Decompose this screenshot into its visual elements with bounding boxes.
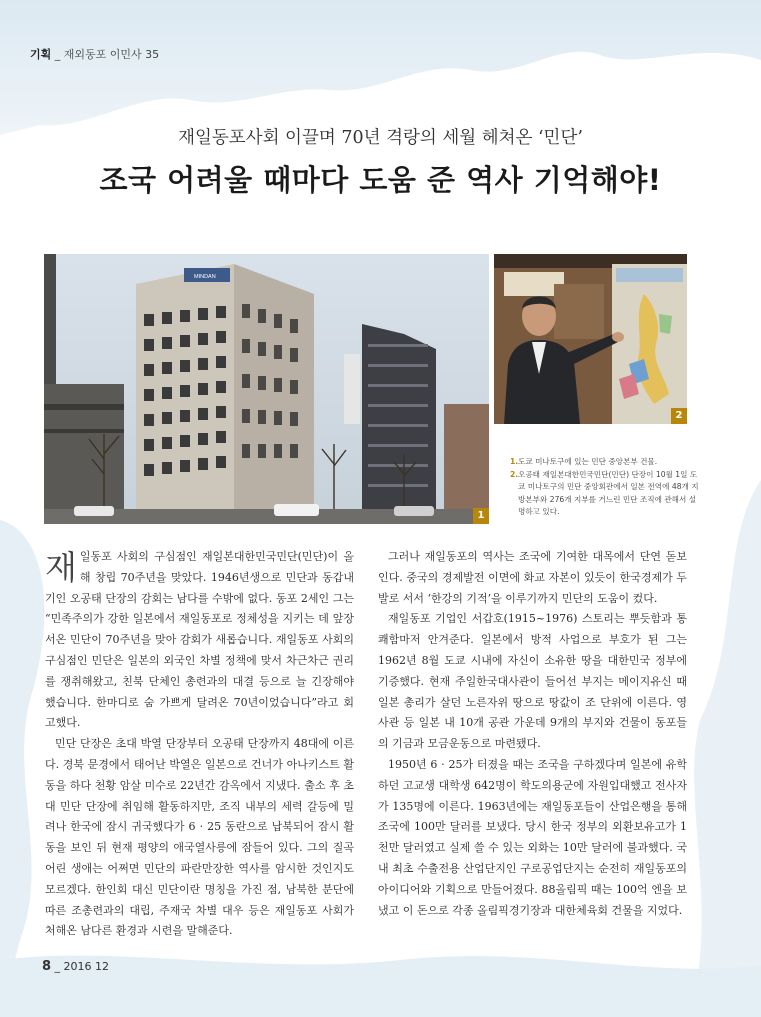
- photo-captions: [510, 456, 700, 519]
- section-label: 기획: [30, 48, 52, 61]
- caption-2: [510, 469, 700, 519]
- article-title: 조국 어려울 때마다 도움 준 역사 기억해야!: [99, 163, 662, 197]
- paragraph-text: 일동포 사회의 구심점인 재일본대한민국민단(민단)이 올해 창립 70주년을 맞았다. 1946년생으로 민단과 동갑내기인 오공태 단장의 감회는 남다를 수밖에 없다. 동포 2세인 그는 “민족주의가 강한 일본에서 재일동포로 정체성을 지키는 데 앞장서온 민단이 70주년을 맞아 감회가 새롭습니다. 재일동포 사회의 구심점인 민단은 일본의 외국인 차별 정책에 맞서 차근차근 권리를 쟁취해왔고, 친북 단체인 총련과의 대결 등으로 늘 긴장해야 했습니다. 한마디로 숨 가쁘게 달려온 70년이었습니다”라고 회고했다.: [45, 550, 354, 730]
- issue-date: 2016 12: [63, 960, 110, 973]
- body-paragraph: [45, 547, 354, 734]
- caption-text: 도쿄 미나토구에 있는 민단 중앙본부 건물.: [518, 457, 658, 466]
- building-illustration: [44, 254, 489, 524]
- photo-number-badge: 1: [473, 508, 489, 524]
- caption-number: 1.: [510, 457, 519, 466]
- series-header: [30, 46, 159, 62]
- body-paragraph: 그러나 재일동포의 역사는 조국에 기여한 대목에서 단연 돋보인다. 중국의 경제발전 이면에 화교 자본이 있듯이 한국경제가 두 발로 서서 ‘한강의 기적’을 이루기까지 민단의 도움이 컸다.: [378, 550, 687, 605]
- caption-1: [510, 456, 700, 469]
- body-column-right: [378, 547, 687, 921]
- page-number: 8: [42, 959, 52, 974]
- body-paragraph: 1950년 6 · 25가 터졌을 때는 조국을 구하겠다며 일본에 유학하던 고교생 대학생 642명이 학도의용군에 자원입대했고 전사자가 135명에 이른다. 1963년에는 재일동포들이 산업은행을 통해 조국에 100만 달러를 보냈다. 당시 한국 정부의 외환보유고가 1천만 달러였고 실제 쓸 수 있는 외화는 10만 달러에 불과했다. 국내 최초 수출전용 산업단지인 구로공업단지는 순전히 재일동포의 아이디어와 기획으로 만들어졌다. 88올림픽 때는 100억 엔을 보냈고 이 돈으로 각종 올림픽경기장과 대한체육회 건물을 지었다.: [378, 757, 687, 917]
- photo-chairman-map: [494, 254, 687, 424]
- body-paragraph: 재일동포 기업인 서갑호(1915~1976) 스토리는 뿌듯함과 통쾌함마저 안겨준다. 일본에서 방적 사업으로 부호가 된 그는 1962년 8월 도쿄 시내에 자신이 소유한 땅을 대한민국 정부에 기증했다. 현재 주일한국대사관이 들어선 부지는 메이지유신 때 일본 총리가 살던 노른자위 땅으로 땅값이 조 단위에 이른다. 영사관 등 일본 내 10개 공관 가운데 9개의 부지와 건물이 동포들의 기금과 모금운동으로 마련됐다.: [378, 612, 687, 751]
- chairman-illustration: [494, 254, 687, 424]
- header-separator: _: [54, 48, 61, 61]
- building-sign: MINDAN: [194, 274, 216, 280]
- caption-number: 2.: [510, 469, 519, 479]
- body-column-left: [45, 547, 354, 942]
- article-subtitle: 재일동포사회 이끌며 70년 격랑의 세월 헤쳐온 ‘민단’: [178, 128, 583, 148]
- body-paragraph: 민단 단장은 초대 박열 단장부터 오공태 단장까지 48대에 이른다. 경북 문경에서 태어난 박열은 일본으로 건너가 아나키스트 활동을 하다 천황 암살 미수로 22년간 감옥에서 지냈다. 출소 후 초대 민단 단장에 취임해 활동하지만, 조직 내부의 세력 갈등에 밀려나 한국에 잠시 귀국했다가 6 · 25 동란으로 납북되어 잠시 활동을 보인 뒤 현재 평양의 애국열사릉에 잠들어 있다. 그의 질곡 어린 생애는 어쩌면 민단의 파란만장한 역사를 암시한 것인지도 모르겠다. 한인회 대신 민단이란 명칭을 가진 점, 남북한 분단에 따른 조총련과의 대립, 주재국 차별 대우 등은 재일동포 사회가 처해온 남다른 환경과 시련을 말해준다.: [45, 737, 354, 938]
- footer-separator: _: [54, 960, 61, 973]
- caption-text: 오공태 재일본대한민국민단(민단) 단장이 10월 1일 도쿄 미나토구의 민단 중앙회관에서 일본 전역에 48개 지방본부와 276개 지부를 거느린 민단 조직에 관해서 설명하고 있다.: [518, 469, 699, 517]
- page-footer: [42, 959, 109, 974]
- photo-mindan-building: [44, 254, 489, 524]
- drop-cap: 재: [45, 548, 77, 587]
- series-label: 재외동포 이민사 35: [63, 48, 160, 61]
- photo-number-badge: 2: [671, 408, 687, 424]
